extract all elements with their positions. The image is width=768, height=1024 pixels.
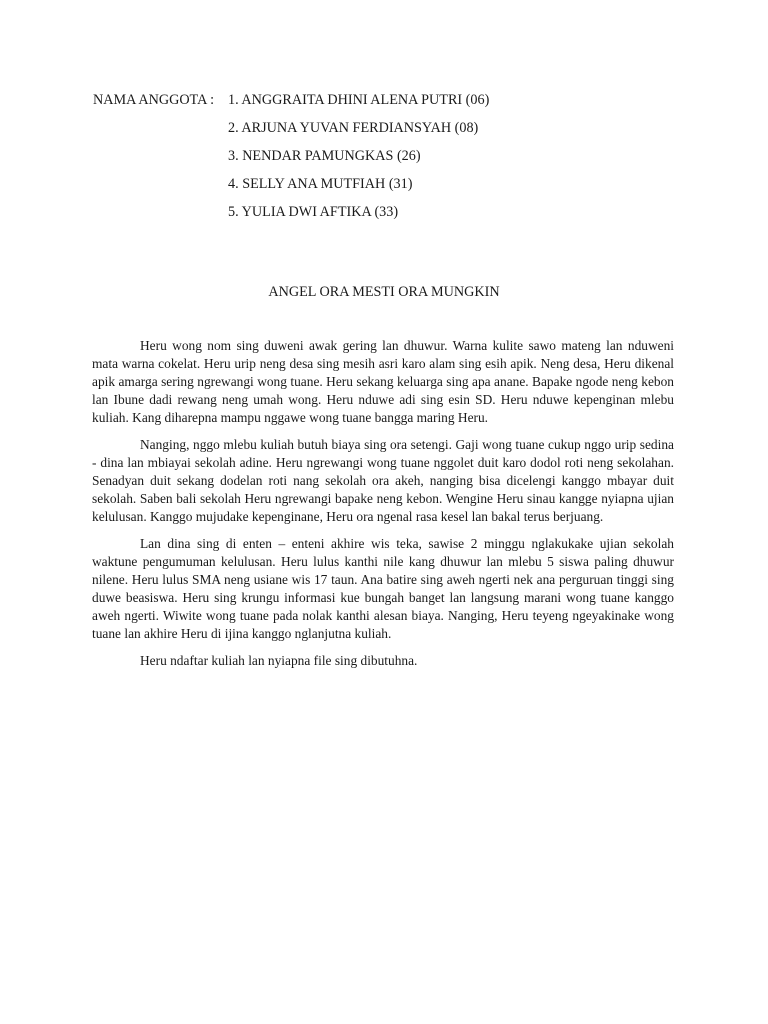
member-name: 4. SELLY ANA MUTFIAH (31) bbox=[228, 176, 413, 192]
member-name: 5. YULIA DWI AFTIKA (33) bbox=[228, 204, 399, 220]
member-name: 3. NENDAR PAMUNGKAS (26) bbox=[228, 148, 421, 164]
paragraph: Lan dina sing di enten – enteni akhire wis teka, sawise 2 minggu nglakukake ujian sekolah waktune pengumuman kelulusan. Heru lulus kanthi nile kang dhuwur lan mlebu 5 siswa paling dhuwur nilene. Heru lulus SMA neng usiane wis 17 taun. Ana batire sing aweh ngerti nek ana perguruan tinggi sing duwe beasiswa. Heru sing krungu informasi kue bungah banget lan langsung marani wong tuane kanggo aweh ngerti. Wiwite wong tuane pada nolak kanthi alesan biaya. Nanging, Heru teyeng ngeyakinake wong tuane lan akhire Heru di ijina kanggo nglanjutna kuliah. bbox=[92, 536, 674, 641]
member-row bbox=[93, 142, 489, 170]
member-name: 1. ANGGRAITA DHINI ALENA PUTRI (06) bbox=[228, 92, 490, 108]
paragraph: Nanging, nggo mlebu kuliah butuh biaya sing ora setengi. Gaji wong tuane cukup nggo urip sedina - dina lan mbiayai sekolah adine. Heru ngrewangi wong tuane nggolet duit karo dodol roti neng sekolahan. Senadyan duit sekang dodelan roti nang sekolah ora akeh, nanging bisa dicelengi kanggo mbayar duit sekolah. Saben bali sekolah Heru ngrewangi bapake neng kebon. Wengine Heru sinau kangge nyiapna ujian kelulusan. Kanggo mujudake kepenginane, Heru ora ngenal rasa kesel lan bakal terus berjuang. bbox=[92, 437, 674, 524]
paragraph: Heru ndaftar kuliah lan nyiapna file sing dibutuhna. bbox=[140, 653, 418, 668]
member-row bbox=[93, 170, 489, 198]
story-body bbox=[92, 337, 674, 679]
members-label: NAMA ANGGOTA : bbox=[93, 92, 215, 108]
member-row bbox=[93, 86, 489, 114]
member-row bbox=[93, 114, 489, 142]
paragraph: Heru wong nom sing duweni awak gering lan dhuwur. Warna kulite sawo mateng lan nduweni mata warna cokelat. Heru urip neng desa sing mesih asri karo alam sing esih apik. Neng desa, Heru dikenal apik amarga sering ngrewangi wong tuane. Heru sekang keluarga sing apa anane. Bapake ngode neng kebon lan Ibune dadi rewang neng umah wong. Heru nduwe adi sing esin SD. Heru nduwe kepenginan mlebu kuliah. Kang diharepna mampu nggawe wong tuane bangga maring Heru. bbox=[92, 338, 674, 425]
members-label-spacer bbox=[93, 170, 228, 198]
members-label-spacer bbox=[93, 198, 228, 226]
member-list bbox=[93, 86, 489, 226]
members-label-spacer bbox=[93, 114, 228, 142]
member-name: 2. ARJUNA YUVAN FERDIANSYAH (08) bbox=[228, 120, 479, 136]
members-label-spacer bbox=[93, 142, 228, 170]
story-title: ANGEL ORA MESTI ORA MUNGKIN bbox=[268, 284, 500, 300]
member-row bbox=[93, 198, 489, 226]
